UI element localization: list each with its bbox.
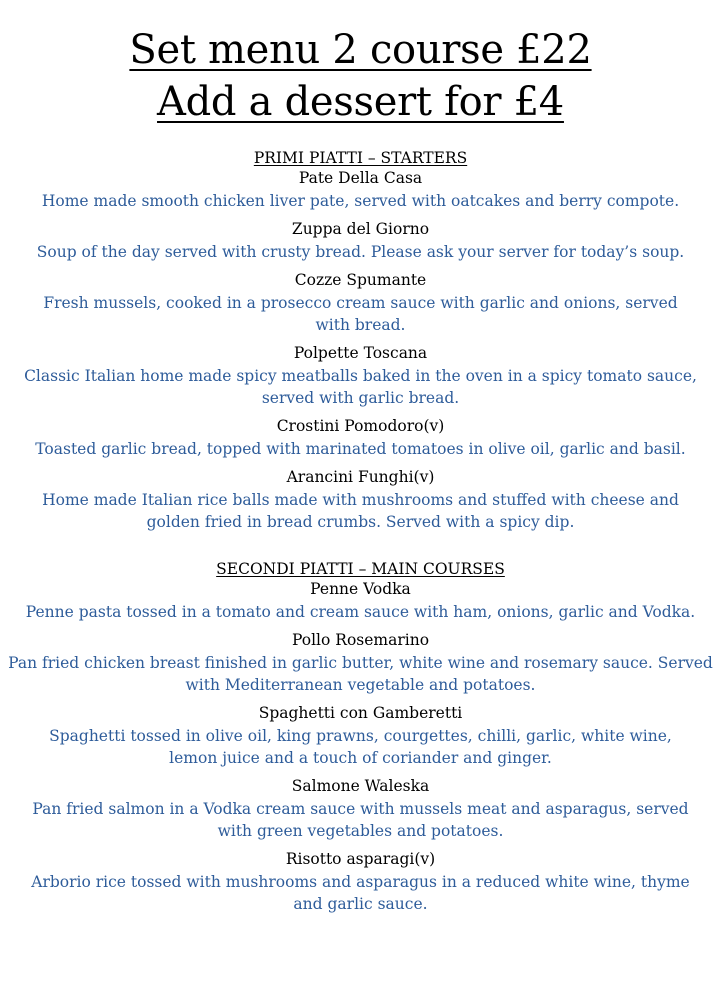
mains-section xyxy=(0,559,721,915)
dish-item xyxy=(0,849,721,915)
dish-description: Toasted garlic bread, topped with marinated tomatoes in olive oil, garlic and basil. xyxy=(35,440,686,458)
dish-item xyxy=(0,343,721,409)
dish-description: Soup of the day served with crusty bread. Please ask your server for today’s soup. xyxy=(36,243,685,261)
dish-name: Crostini Pomodoro(v) xyxy=(276,417,445,435)
dish-item xyxy=(0,416,721,460)
dish-description: Pan fried chicken breast finished in garlic butter, white wine and rosemary sauce. Served with Mediterranean vegetable and potatoes. xyxy=(8,654,713,694)
dish-item xyxy=(0,579,721,623)
starters-heading: PRIMI PIATTI – STARTERS xyxy=(253,149,468,167)
dish-item xyxy=(0,467,721,533)
menu-title-line1: Set menu 2 course £22 xyxy=(129,27,592,73)
dish-name: Arancini Funghi(v) xyxy=(286,468,435,486)
dish-name: Salmone Waleska xyxy=(291,777,430,795)
dish-description: Home made smooth chicken liver pate, served with oatcakes and berry compote. xyxy=(41,192,680,210)
dish-description: Home made Italian rice balls made with mushrooms and stuffed with cheese and golden fried in bread crumbs. Served with a spicy dip. xyxy=(42,491,679,531)
dish-name: Cozze Spumante xyxy=(294,271,427,289)
dish-name: Pate Della Casa xyxy=(298,169,423,187)
dish-item xyxy=(0,168,721,212)
dish-name: Zuppa del Giorno xyxy=(291,220,430,238)
dish-name: Pollo Rosemarino xyxy=(291,631,430,649)
starters-section xyxy=(0,148,721,533)
dish-description: Penne pasta tossed in a tomato and cream sauce with ham, onions, garlic and Vodka. xyxy=(25,603,696,621)
dish-description: Fresh mussels, cooked in a prosecco cream sauce with garlic and onions, served with bread. xyxy=(43,294,678,334)
dish-description: Classic Italian home made spicy meatballs baked in the oven in a spicy tomato sauce, served with garlic bread. xyxy=(24,367,697,407)
dish-name: Risotto asparagi(v) xyxy=(285,850,436,868)
dish-name: Penne Vodka xyxy=(310,580,411,598)
dish-name: Spaghetti con Gamberetti xyxy=(258,704,463,722)
menu-title-line2: Add a dessert for £4 xyxy=(157,79,564,125)
dish-item xyxy=(0,776,721,842)
dish-item xyxy=(0,219,721,263)
dish-name: Polpette Toscana xyxy=(293,344,428,362)
dish-item xyxy=(0,630,721,696)
dish-item xyxy=(0,703,721,769)
dish-description: Pan fried salmon in a Vodka cream sauce with mussels meat and asparagus, served with green vegetables and potatoes. xyxy=(32,800,689,840)
dish-description: Arborio rice tossed with mushrooms and asparagus in a reduced white wine, thyme and garlic sauce. xyxy=(31,873,690,913)
mains-heading: SECONDI PIATTI – MAIN COURSES xyxy=(216,560,505,578)
dish-description: Spaghetti tossed in olive oil, king prawns, courgettes, chilli, garlic, white wine, lemon juice and a touch of coriander and ginger. xyxy=(49,727,672,767)
dish-item xyxy=(0,270,721,336)
